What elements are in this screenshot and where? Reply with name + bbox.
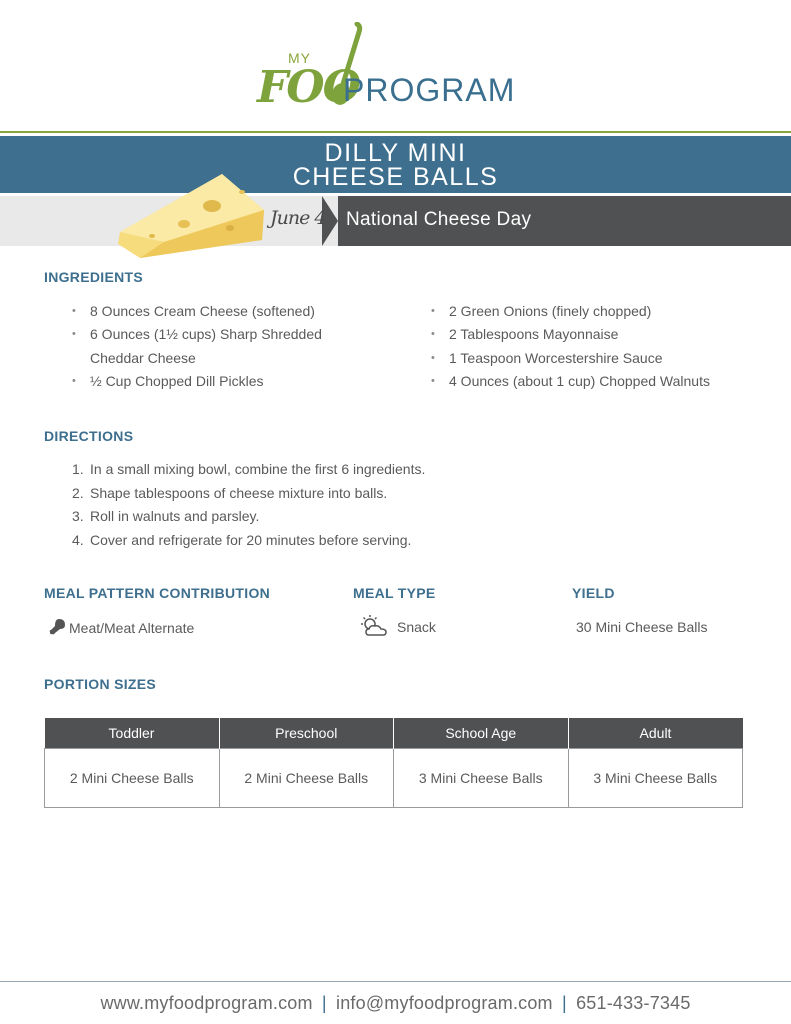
yield-value: 30 Mini Cheese Balls — [576, 619, 708, 635]
column-header: Toddler — [45, 718, 220, 748]
meal-pattern-value: Meat/Meat Alternate — [69, 620, 195, 636]
table-cell: 3 Mini Cheese Balls — [568, 748, 743, 807]
portion-table — [44, 718, 743, 808]
yield-heading: YIELD — [572, 585, 615, 601]
footer-separator: | — [321, 993, 327, 1013]
ingredients-list-left — [72, 300, 372, 393]
direction-step: 3. Roll in walnuts and parsley. — [72, 508, 260, 525]
footer-separator: | — [561, 993, 567, 1013]
list-item: • 2 Tablespoons Mayonnaise — [431, 323, 751, 346]
portion-sizes-heading: PORTION SIZES — [44, 676, 157, 692]
header-divider — [0, 131, 791, 133]
website-link[interactable]: www.myfoodprogram.com — [100, 993, 313, 1013]
list-item: • 1 Teaspoon Worcestershire Sauce — [431, 347, 751, 370]
recipe-title-line1: DILLY MINI — [324, 139, 467, 167]
footer-divider — [0, 981, 791, 982]
table-cell: 2 Mini Cheese Balls — [45, 748, 220, 807]
logo-program: PROGRAM — [343, 72, 516, 108]
holiday-label: National Cheese Day — [346, 209, 532, 230]
ingredients-heading: INGREDIENTS — [44, 269, 143, 285]
column-header: Preschool — [219, 718, 394, 748]
column-header: Adult — [568, 718, 743, 748]
cheese-wedge-icon — [112, 170, 272, 265]
date-label: June 4 — [270, 207, 326, 229]
list-item: • 6 Ounces (1½ cups) Sharp Shredded Cheddar Cheese — [72, 323, 344, 370]
list-item: • 4 Ounces (about 1 cup) Chopped Walnuts — [431, 370, 751, 393]
list-item: • ½ Cup Chopped Dill Pickles — [72, 370, 372, 393]
table-cell: 2 Mini Cheese Balls — [219, 748, 394, 807]
meal-type-value: Snack — [397, 619, 436, 635]
drumstick-icon — [49, 618, 66, 636]
ingredients-list-right — [431, 300, 751, 393]
phone-number[interactable]: 651-433-7345 — [576, 993, 691, 1013]
logo-my: MY — [288, 50, 311, 66]
direction-step: 1. In a small mixing bowl, combine the first 6 ingredients. — [72, 461, 426, 477]
table-row — [45, 748, 743, 807]
directions-list — [72, 458, 425, 552]
table-cell: 3 Mini Cheese Balls — [394, 748, 569, 807]
direction-step: 2. Shape tablespoons of cheese mixture into balls. — [72, 484, 388, 501]
footer — [0, 993, 791, 1014]
column-header: School Age — [394, 718, 569, 748]
list-item: • 2 Green Onions (finely chopped) — [431, 300, 751, 323]
meal-type-heading: MEAL TYPE — [353, 585, 436, 601]
list-item: • 8 Ounces Cream Cheese (softened) — [72, 300, 372, 323]
direction-step: 4. Cover and refrigerate for 20 minutes before serving. — [72, 531, 412, 548]
sun-cloud-icon — [360, 614, 388, 638]
meal-pattern-heading: MEAL PATTERN CONTRIBUTION — [44, 585, 271, 601]
recipe-title-line2: CHEESE BALLS — [292, 163, 499, 191]
email-link[interactable]: info@myfoodprogram.com — [336, 993, 553, 1013]
logo-food: FOO — [257, 62, 359, 113]
directions-heading: DIRECTIONS — [44, 428, 134, 444]
logo — [255, 22, 545, 112]
table-header-row — [45, 718, 743, 748]
